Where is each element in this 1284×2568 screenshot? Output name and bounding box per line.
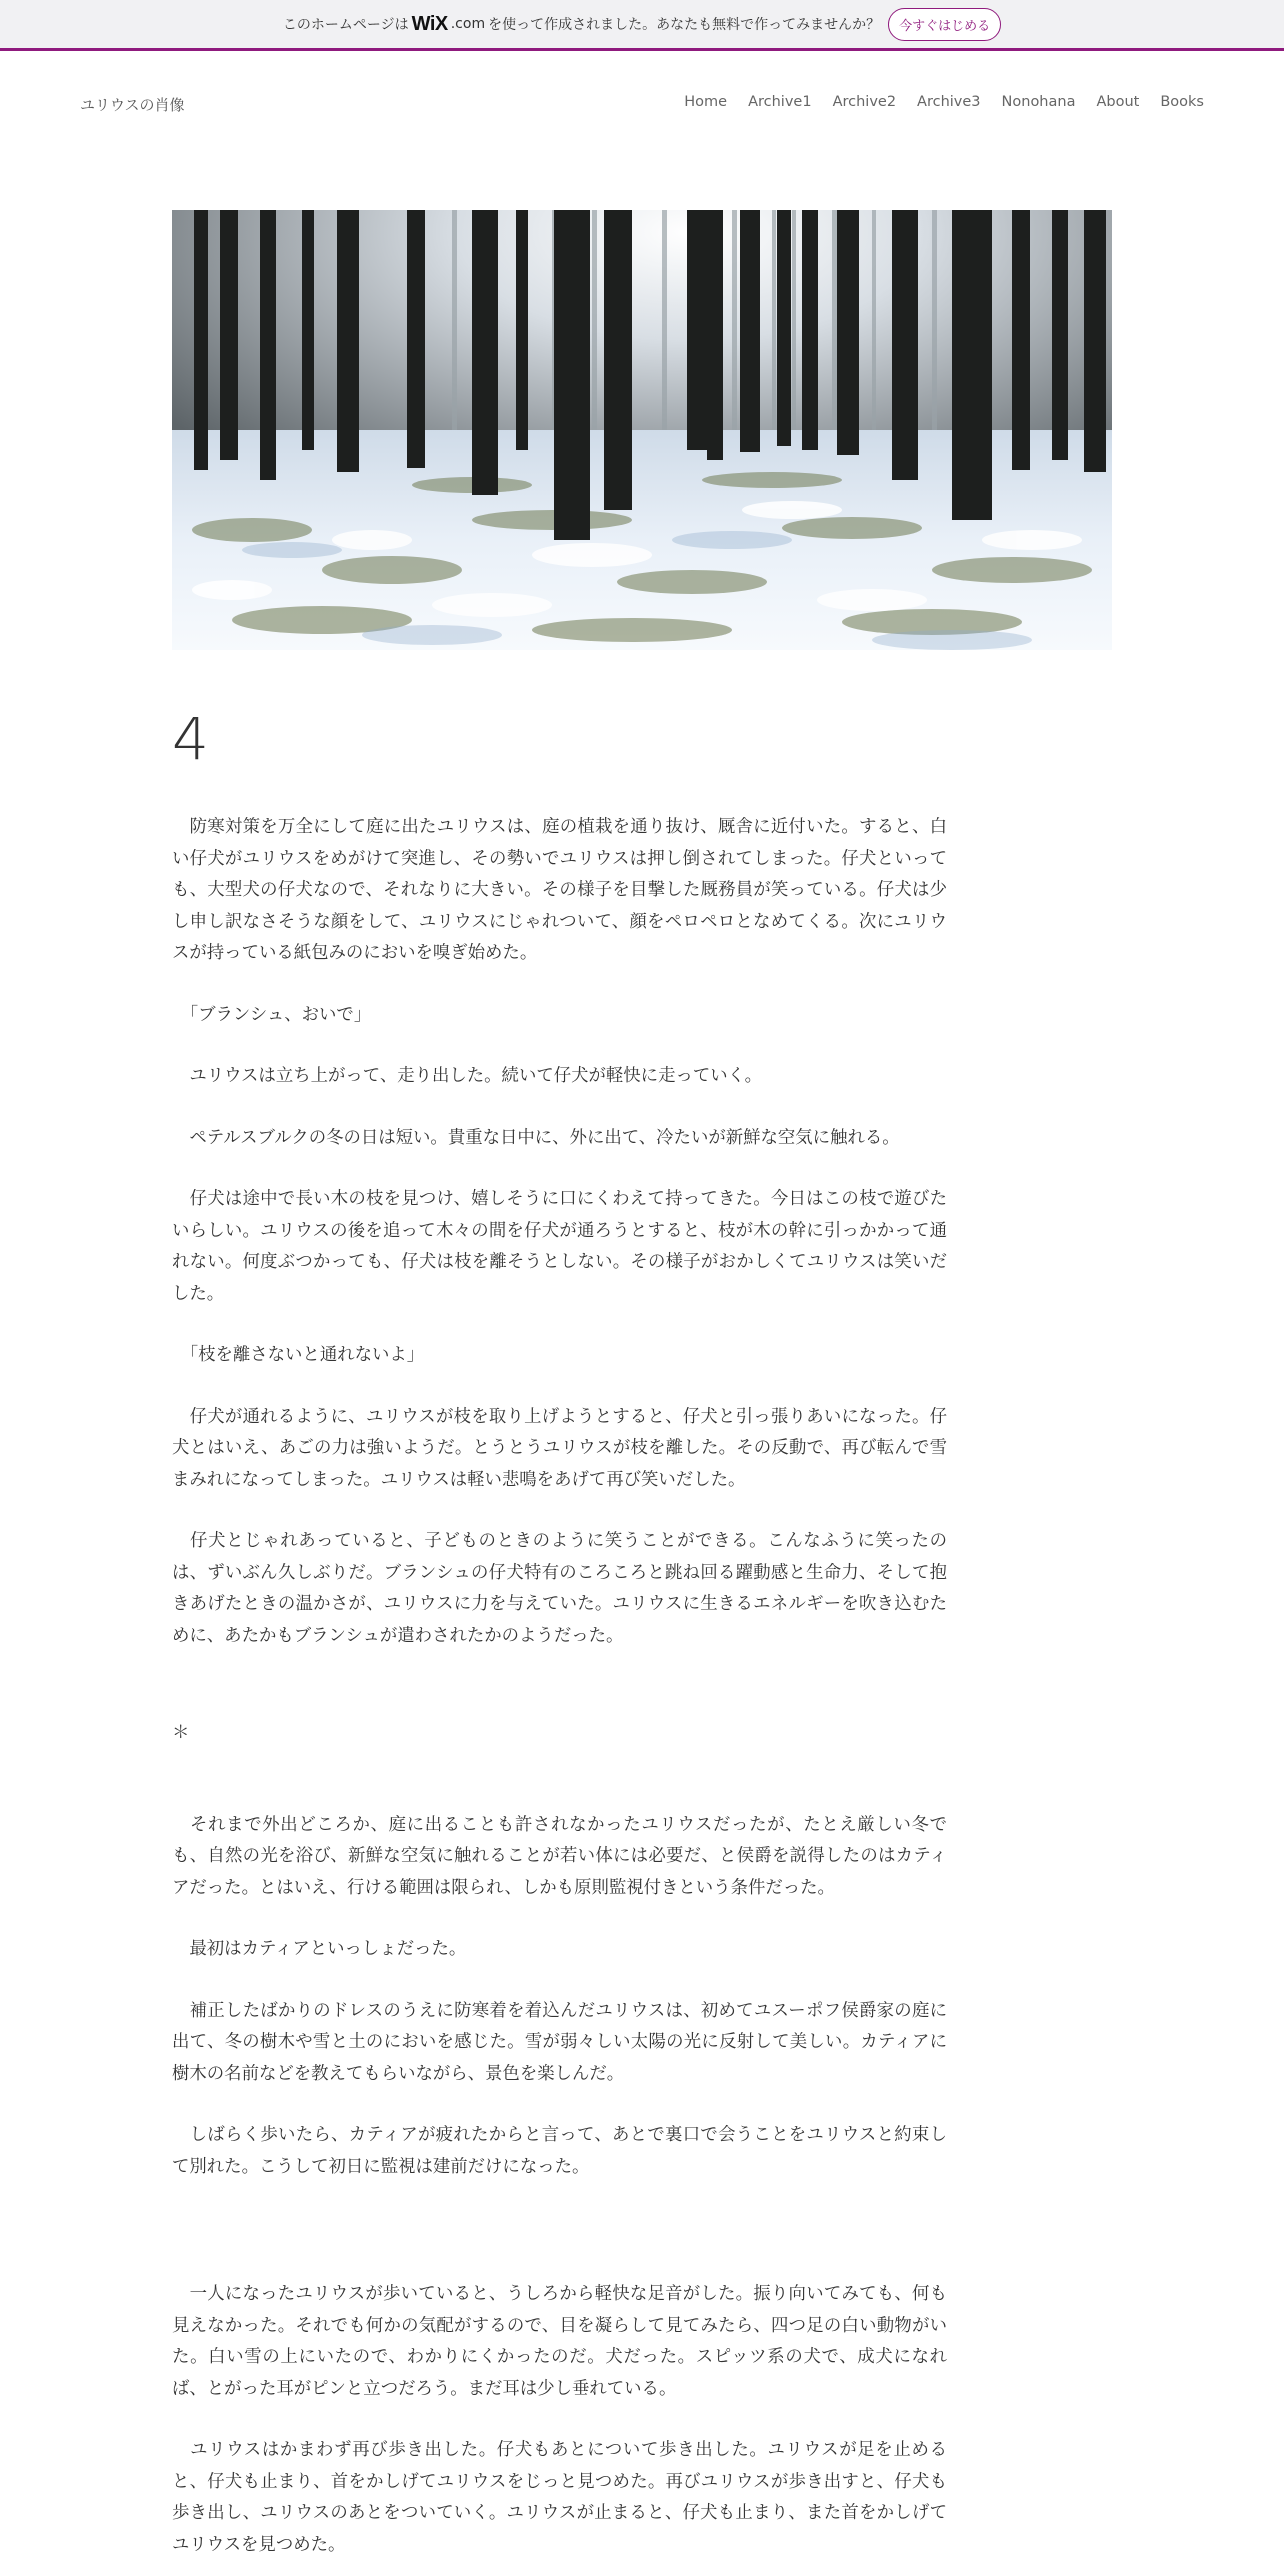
paragraph: 「枝を離さないと通れないよ」	[172, 1345, 425, 1365]
paragraph: ユリウスはかまわず再び歩き出した。仔犬もあとについて歩き出した。ユリウスが足を止めると、仔犬も止まり、首をかしげてユリウスをじっと見つめた。再びユリウスが歩き出すと、仔犬も歩き出し、ユリウスのあとをついていく。ユリウスが止まると、仔犬も止まり、また首をかしげてユリウスを見つめた。	[172, 2440, 947, 2555]
paragraph: ペテルスブルクの冬の日は短い。貴重な日中に、外に出て、冷たいが新鮮な空気に触れる。	[172, 1127, 900, 1148]
paragraph: しばらく歩いたら、カティアが疲れたからと言って、あとで裏口で会うことをユリウスと約束して別れた。こうして初日に監視は建前だけになった。	[172, 2125, 947, 2177]
chapter-number: 4	[172, 705, 209, 773]
nav-archive1[interactable]: Archive1	[748, 94, 812, 110]
paragraph: 仔犬とじゃれあっていると、子どものときのように笑うことができる。こんなふうに笑ったのは、ずいぶん久しぶりだ。ブランシュの仔犬特有のころころと跳ね回る躍動感と生命力、そして抱きあげたときの温かさが、ユリウスに力を与えていた。ユリウスに生きるエネルギーを吹き込むために、あたかもブランシュが遣わされたかのようだった。	[172, 1531, 947, 1646]
start-now-button[interactable]: 今すぐはじめる	[888, 8, 1001, 41]
paragraph: 「ブランシュ、おいで」	[172, 1004, 372, 1025]
paragraph: 補正したばかりのドレスのうえに防寒着を着込んだユリウスは、初めてユスーポフ侯爵家の庭に出て、冬の樹木や雪と土のにおいを感じた。雪が弱々しい太陽の光に反射して美しい。カティアに樹木の名前などを教えてもらいながら、景色を楽しんだ。	[172, 2000, 947, 2084]
site-header	[0, 51, 1284, 157]
main-nav	[684, 94, 1204, 110]
wix-promo-banner	[0, 0, 1284, 51]
paragraph: ユリウスは立ち上がって、走り出した。続いて仔犬が軽快に走っていく。	[172, 1066, 763, 1086]
site-title[interactable]: ユリウスの肖像	[80, 96, 185, 114]
paragraph: 一人になったユリウスが歩いていると、うしろから軽快な足音がした。振り向いてみても、何も見えなかった。それでも何かの気配がするので、目を凝らして見てみたら、四つ足の白い動物がいた。白い雪の上にいたので、わかりにくかったのだ。犬だった。スピッツ系の犬で、成犬になれば、とがった耳がピンと立つだろう。まだ耳は少し垂れている。	[172, 2284, 947, 2399]
paragraph: 防寒対策を万全にして庭に出たユリウスは、庭の植栽を通り抜け、厩舎に近付いた。すると、白い仔犬がユリウスをめがけて突進し、その勢いでユリウスは押し倒されてしまった。仔犬といっても、大型犬の仔犬なので、それなりに大きい。その様子を目撃した厩務員が笑っている。仔犬は少し申し訳なさそうな顔をして、ユリウスにじゃれついて、顔をペロペロとなめてくる。次にユリウスが持っている紙包みのにおいを嗅ぎ始めた。	[172, 817, 947, 963]
banner-text-pre: このホームページは	[282, 17, 409, 33]
nav-archive3[interactable]: Archive3	[917, 94, 981, 110]
nav-home[interactable]: Home	[684, 94, 728, 110]
banner-text-post: を使って作成されました。あなたも無料で作ってみませんか？	[488, 17, 881, 33]
nav-nonohana[interactable]: Nonohana	[1001, 94, 1076, 110]
hero-image-snowy-forest	[172, 210, 1112, 650]
wix-logo[interactable]: WiX	[411, 12, 448, 35]
wix-logo-suffix: .com	[450, 16, 486, 32]
section-break-star: ＊	[172, 1723, 190, 1743]
nav-archive2[interactable]: Archive2	[832, 94, 897, 110]
nav-books[interactable]: Books	[1160, 94, 1204, 110]
story-body	[172, 812, 947, 2561]
paragraph: 最初はカティアといっしょだった。	[172, 1939, 467, 1959]
paragraph: 仔犬は途中で長い木の枝を見つけ、嬉しそうに口にくわえて持ってきた。今日はこの枝で遊びたいらしい。ユリウスの後を追って木々の間を仔犬が通ろうとすると、枝が木の幹に引っかかって通れない。何度ぶつかっても、仔犬は枝を離そうとしない。その様子がおかしくてユリウスは笑いだした。	[172, 1189, 947, 1304]
paragraph: 仔犬が通れるように、ユリウスが枝を取り上げようとすると、仔犬と引っ張りあいになった。仔犬とはいえ、あごの力は強いようだ。とうとうユリウスが枝を離した。その反動で、再び転んで雪まみれになってしまった。ユリウスは軽い悲鳴をあげて再び笑いだした。	[172, 1406, 947, 1490]
paragraph: それまで外出どころか、庭に出ることも許されなかったユリウスだったが、たとえ厳しい冬でも、自然の光を浴び、新鮮な空気に触れることが若い体には必要だ、と侯爵を説得したのはカティアだった。とはいえ、行ける範囲は限られ、しかも原則監視付きという条件だった。	[172, 1814, 947, 1898]
nav-about[interactable]: About	[1096, 94, 1140, 110]
